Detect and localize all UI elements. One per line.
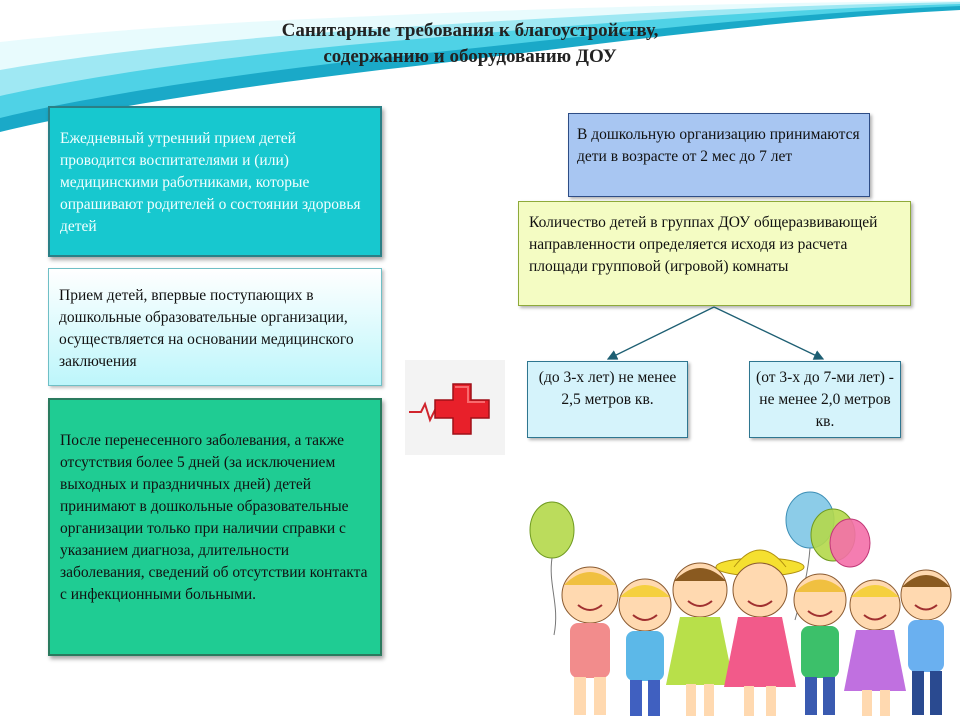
red-cross-heartbeat-icon bbox=[405, 360, 505, 455]
after-illness-box: После перенесенного заболевания, а также отсутствия более 5 дней (за исключением выходных и праздничных дней) детей принимают в дошкольные образовательные организации только при наличии справки с указанием диагноза, длительности заболевания, сведений об отсутствии контакта с инфекционными больными. bbox=[48, 398, 382, 656]
title-line-2: содержанию и оборудованию ДОУ bbox=[323, 46, 617, 67]
children-with-balloons-illustration bbox=[490, 455, 960, 720]
admission-age-box: В дошкольную организацию принимаются дети в возрасте от 2 мес до 7 лет bbox=[568, 113, 870, 197]
first-admission-box: Прием детей, впервые поступающих в дошкольные образовательные организации, осуществляется на основании медицинского заключения bbox=[48, 268, 382, 386]
under-3-area-box: (до 3-х лет) не менее 2,5 метров кв. bbox=[527, 361, 688, 438]
morning-reception-box: Ежедневный утренний прием детей проводится воспитателями и (или) медицинскими работниками, которые опрашивают родителей о состоянии здоровья детей bbox=[48, 106, 382, 257]
connector-to-3-to-7 bbox=[714, 307, 823, 359]
connector-to-under-3 bbox=[608, 307, 714, 359]
group-size-box: Количество детей в группах ДОУ общеразвивающей направленности определяется исходя из расчета площади групповой (игровой) комнаты bbox=[518, 201, 911, 306]
3-to-7-area-box: (от 3-х до 7-ми лет) - не менее 2,0 метров кв. bbox=[749, 361, 901, 438]
page-title bbox=[180, 18, 760, 70]
title-line-1: Санитарные требования к благоустройству, bbox=[281, 20, 659, 41]
